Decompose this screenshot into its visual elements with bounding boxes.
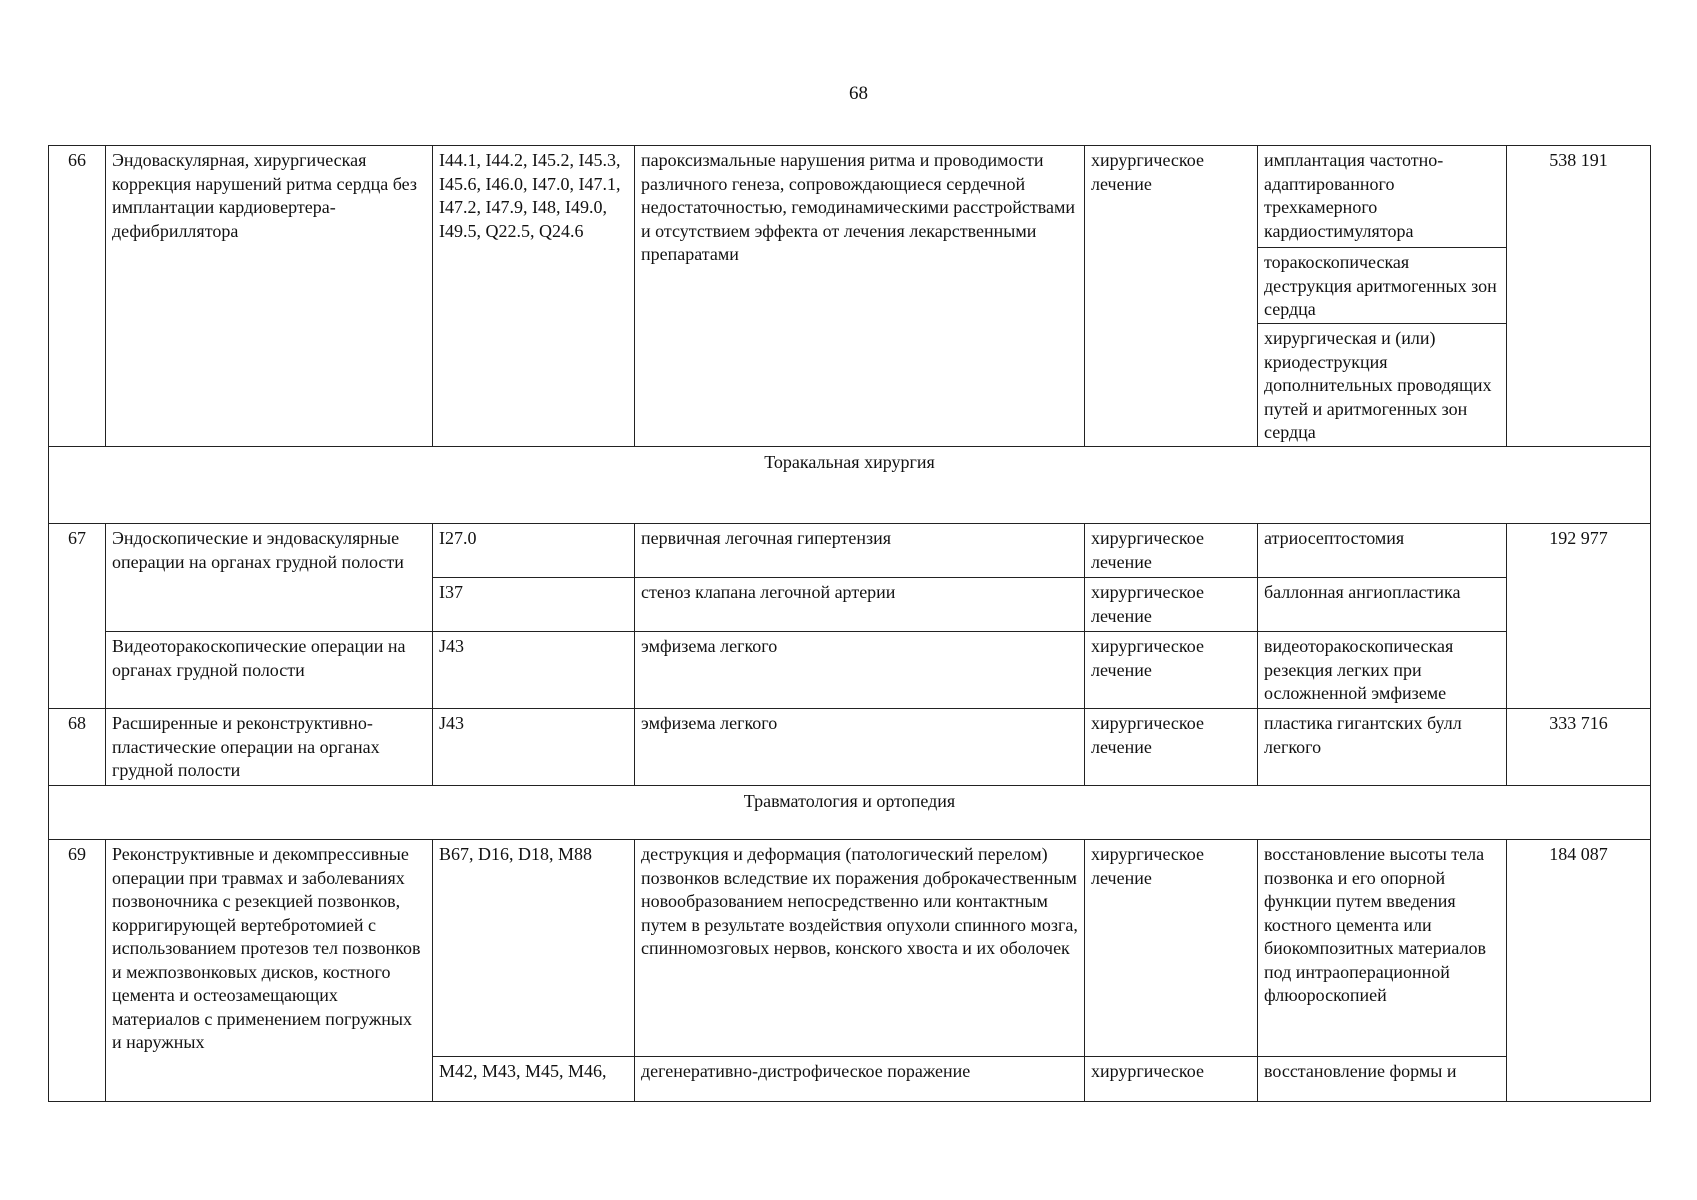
table-row-67-c [49, 632, 1651, 709]
patient-model: стеноз клапана легочной артерии [635, 578, 1085, 632]
patient-model: дегенеративно-дистрофическое поражение [635, 1057, 1085, 1102]
diagnosis-codes: I27.0 [433, 524, 635, 578]
treatment-type: хирургическое лечение [1085, 840, 1258, 1057]
treatment-method: имплантация частотно-адаптированного трехкамерного кардиостимулятора [1258, 146, 1507, 248]
table-row-68 [49, 709, 1651, 786]
section-heading: Торакальная хирургия [49, 447, 1651, 524]
treatment-method: восстановление формы и [1258, 1057, 1507, 1102]
procedures-table [48, 145, 1651, 1102]
cost-value: 538 191 [1507, 146, 1651, 447]
patient-model: эмфизема легкого [635, 632, 1085, 709]
section-heading: Травматология и ортопедия [49, 786, 1651, 840]
patient-model: деструкция и деформация (патологический перелом) позвонков вследствие их поражения доброкачественным новообразованием непосредственно или контактным путем в результате воздействия опухоли спинного мозга, спинномозговых нервов, конского хвоста и их оболочек [635, 840, 1085, 1057]
treatment-type: хирургическое лечение [1085, 632, 1258, 709]
procedure-name: Видеоторакоскопические операции на органах грудной полости [106, 632, 433, 709]
treatment-type: хирургическое лечение [1085, 709, 1258, 786]
treatment-method: восстановление высоты тела позвонка и его опорной функции путем введения костного цемента или биокомпозитных материалов под интраоперационной флюороскопией [1258, 840, 1507, 1057]
cost-value: 333 716 [1507, 709, 1651, 786]
patient-model: пароксизмальные нарушения ритма и проводимости различного генеза, сопровождающиеся сердечной недостаточностью, гемодинамическими расстройствами и отсутствием эффекта от лечения лекарственными препаратами [635, 146, 1085, 447]
table-row-66 [49, 146, 1651, 248]
cost-value: 184 087 [1507, 840, 1651, 1102]
row-number: 69 [49, 840, 106, 1102]
treatment-method: атриосептостомия [1258, 524, 1507, 578]
page-number: 68 [849, 83, 868, 104]
diagnosis-codes: B67, D16, D18, M88 [433, 840, 635, 1057]
procedure-name: Расширенные и реконструктивно-пластические операции на органах грудной полости [106, 709, 433, 786]
row-number: 67 [49, 524, 106, 709]
diagnosis-codes: M42, M43, M45, M46, [433, 1057, 635, 1102]
patient-model: первичная легочная гипертензия [635, 524, 1085, 578]
treatment-type: хирургическое лечение [1085, 524, 1258, 578]
diagnosis-codes: J43 [433, 632, 635, 709]
row-number: 68 [49, 709, 106, 786]
section-row-trauma [49, 786, 1651, 840]
treatment-type: хирургическое лечение [1085, 146, 1258, 447]
treatment-method: хирургическая и (или) криодеструкция дополнительных проводящих путей и аритмогенных зон сердца [1258, 324, 1507, 447]
diagnosis-codes: J43 [433, 709, 635, 786]
treatment-type: хирургическое [1085, 1057, 1258, 1102]
treatment-method: пластика гигантских булл легкого [1258, 709, 1507, 786]
cost-value: 192 977 [1507, 524, 1651, 709]
diagnosis-codes: I37 [433, 578, 635, 632]
table-row-69 [49, 840, 1651, 1057]
section-row-thoracic [49, 447, 1651, 524]
treatment-method: торакоскопическая деструкция аритмогенных зон сердца [1258, 248, 1507, 324]
treatment-type: хирургическое лечение [1085, 578, 1258, 632]
row-number: 66 [49, 146, 106, 447]
procedure-name: Эндоваскулярная, хирургическая коррекция нарушений ритма сердца без имплантации кардиовертера-дефибриллятора [106, 146, 433, 447]
patient-model: эмфизема легкого [635, 709, 1085, 786]
diagnosis-codes: I44.1, I44.2, I45.2, I45.3, I45.6, I46.0, I47.0, I47.1, I47.2, I47.9, I48, I49.0, I49.5, Q22.5, Q24.6 [433, 146, 635, 447]
procedure-name: Реконструктивные и декомпрессивные операции при травмах и заболеваниях позвоночника с резекцией позвонков, корригирующей вертебротомией с использованием протезов тел позвонков и межпозвонковых дисков, костного цемента и остеозамещающих материалов с применением погружных и наружных [106, 840, 433, 1102]
procedure-name: Эндоскопические и эндоваскулярные операции на органах грудной полости [106, 524, 433, 632]
treatment-method: баллонная ангиопластика [1258, 578, 1507, 632]
table-row-67 [49, 524, 1651, 578]
treatment-method: видеоторакоскопическая резекция легких при осложненной эмфиземе [1258, 632, 1507, 709]
